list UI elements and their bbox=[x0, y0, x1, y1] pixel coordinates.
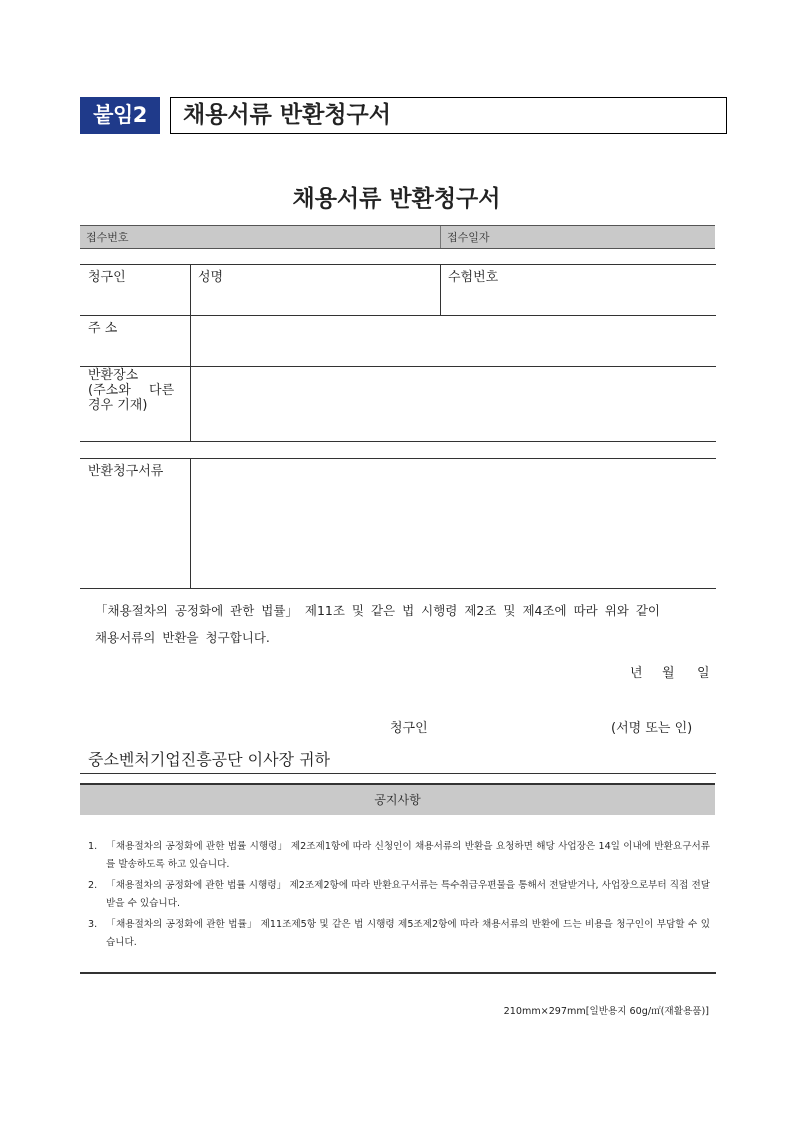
notice-header: 공지사항 bbox=[80, 783, 715, 815]
date-day: 일 bbox=[697, 666, 710, 681]
return-place-label bbox=[88, 368, 184, 413]
receipt-date-label: 접수일자 bbox=[447, 231, 490, 244]
exam-number-field[interactable]: 수험번호 bbox=[448, 270, 499, 285]
statement-line: 채용서류의 반환을 청구합니다. bbox=[95, 630, 270, 645]
receipt-number-label: 접수번호 bbox=[86, 231, 129, 244]
notice-item bbox=[88, 916, 710, 952]
attachment-tag: 붙임2 bbox=[80, 97, 160, 134]
notice-item-number: 1. bbox=[88, 841, 98, 852]
receipt-divider bbox=[440, 226, 441, 248]
address-label: 주 소 bbox=[88, 321, 118, 336]
address-input-area[interactable] bbox=[191, 316, 716, 366]
documents-input-area[interactable] bbox=[191, 459, 716, 588]
date-year: 년 bbox=[630, 666, 643, 681]
notice-item bbox=[88, 877, 710, 913]
section-rule bbox=[80, 972, 716, 974]
notice-item-text: 「채용절차의 공정화에 관한 법률」 제11조제5항 및 같은 법 시행령 제5조제2항에 따라 채용서류의 반환에 드는 비용을 청구인이 부담할 수 있습니다. bbox=[106, 919, 710, 948]
table-rule bbox=[80, 264, 716, 265]
notice-list bbox=[88, 838, 710, 955]
notice-item-text: 「채용절차의 공정화에 관한 법률 시행령」 제2조제1항에 따라 신청인이 채용서류의 반환을 요청하면 해당 사업장은 14일 이내에 반환요구서류를 발송하도록 하고 있습니다. bbox=[106, 841, 710, 870]
recipient-line: 중소벤처기업진흥공단 이사장 귀하 bbox=[88, 750, 331, 769]
signature-applicant-label: 청구인 bbox=[390, 721, 428, 736]
return-place-label-line: (주소와 다른 bbox=[88, 383, 175, 398]
name-field[interactable]: 성명 bbox=[198, 270, 224, 285]
statement-line: 「채용절차의 공정화에 관한 법률」 제11조 및 같은 법 시행령 제2조 및 제4조에 따라 위와 같이 bbox=[95, 603, 660, 618]
return-place-input-area[interactable] bbox=[191, 367, 716, 441]
form-title: 채용서류 반환청구서 bbox=[292, 186, 501, 212]
receipt-info-bar bbox=[80, 225, 715, 249]
request-statement bbox=[95, 597, 710, 651]
date-month: 월 bbox=[662, 666, 675, 681]
notice-item bbox=[88, 838, 710, 874]
return-place-label-line: 경우 기재) bbox=[88, 398, 148, 413]
paper-spec: 210mm×297mm[일반용지 60g/㎡(재활용품)] bbox=[503, 1006, 709, 1017]
section-rule bbox=[80, 773, 716, 774]
return-place-label-line: 반환장소 bbox=[88, 368, 139, 383]
notice-item-text: 「채용절차의 공정화에 관한 법률 시행령」 제2조제2항에 따라 반환요구서류는 특수취급우편물을 통해서 전달받거나, 사업장으로부터 직접 전달받을 수 있습니다. bbox=[106, 880, 710, 909]
notice-item-number: 2. bbox=[88, 880, 98, 891]
signature-hint: (서명 또는 인) bbox=[611, 721, 693, 736]
table-rule bbox=[80, 441, 716, 442]
document-header-title: 채용서류 반환청구서 bbox=[170, 97, 727, 134]
notice-item-number: 3. bbox=[88, 919, 98, 930]
applicant-label: 청구인 bbox=[88, 270, 126, 285]
documents-label: 반환청구서류 bbox=[88, 464, 164, 479]
table-column-divider bbox=[440, 264, 441, 315]
table-rule bbox=[80, 588, 716, 589]
